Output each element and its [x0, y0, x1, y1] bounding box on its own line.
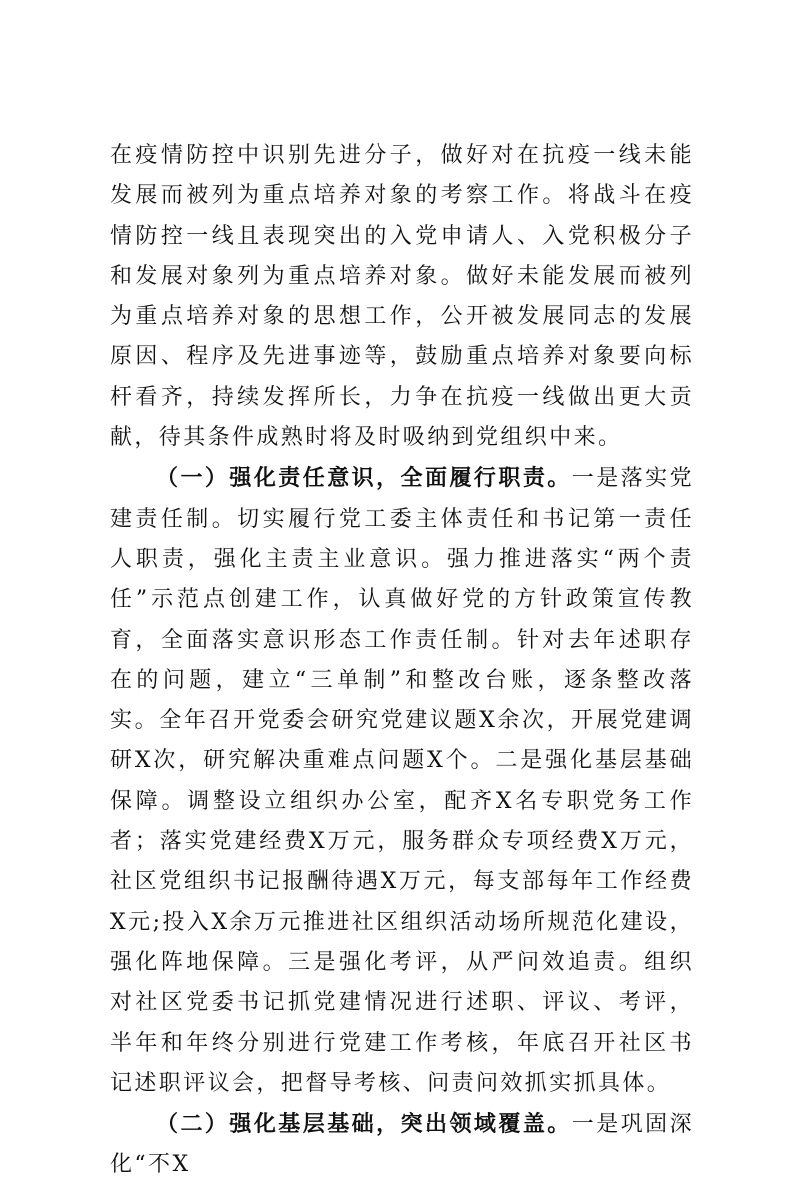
paragraph-section-one: [110, 458, 694, 1104]
paragraph-text: 一是落实党建责任制。切实履行党工委主体责任和书记第一责任人职责，强化主责主业意识。强力推进落实“两个责任”示范点创建工作，认真做好党的方针政策宣传教育，全面落实意识形态工作责任制。针对去年述职存在的问题，建立“三单制”和整改台账，逐条整改落实。全年召开党委会研究党建议题X余次，开展党建调研X次，研究解决重难点问题X个。二是强化基层基础保障。调整设立组织办公室，配齐X名专职党务工作者；落实党建经费X万元，服务群众专项经费X万元，社区党组织书记报酬待遇X万元，每支部每年工作经费X元;投入X余万元推进社区组织活动场所规范化建设，强化阵地保障。三是强化考评，从严问效追责。组织对社区党委书记抓党建情况进行述职、评议、考评，半年和年终分别进行党建工作考核，年底召开社区书记述职评议会，把督导考核、问责问效抓实抓具体。: [110, 466, 694, 1096]
paragraph-section-two: [110, 1104, 694, 1186]
paragraph-text: 在疫情防控中识别先进分子，做好对在抗疫一线未能发展而被列为重点培养对象的考察工作。将战斗在疫情防控一线且表现突出的入党申请人、入党积极分子和发展对象列为重点培养对象。做好未能发展而被列为重点培养对象的思想工作，公开被发展同志的发展原因、程序及先进事迹等，鼓励重点培养对象要向标杆看齐，持续发挥所长，力争在抗疫一线做出更大贡献，待其条件成熟时将及时吸纳到党组织中来。: [110, 143, 694, 451]
section-heading: （二）强化基层基础，突出领域覆盖。: [156, 1111, 572, 1138]
paragraph-text: 一是巩固深化“不X: [110, 1112, 694, 1178]
section-heading: （一）强化责任意识，全面履行职责。: [156, 465, 572, 492]
document-body: [110, 136, 694, 1186]
paragraph-continuation: [110, 136, 694, 458]
